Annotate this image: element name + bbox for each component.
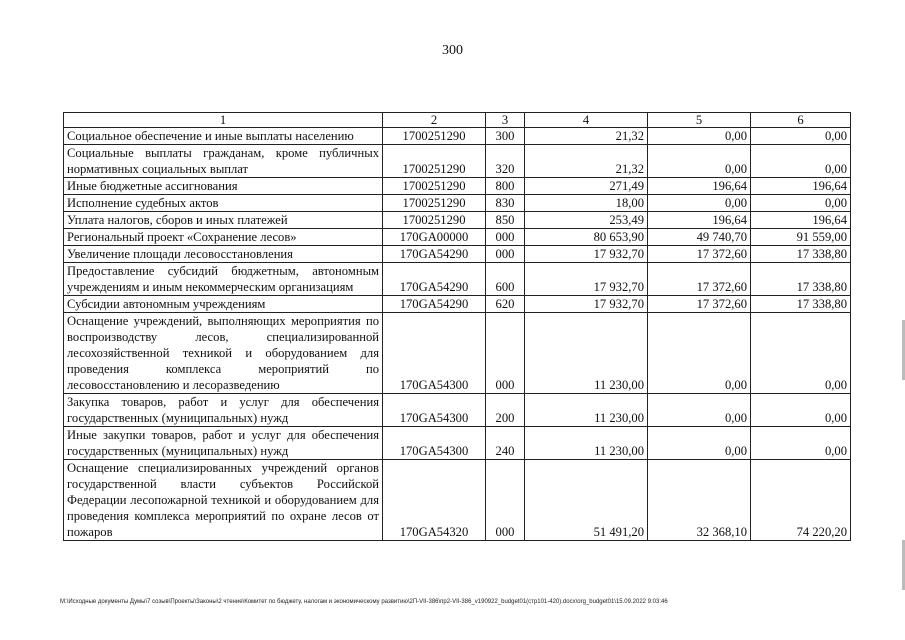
row-value-1-cell: 17 932,70 [525,263,648,296]
row-name-cell: Иные закупки товаров, работ и услуг для обеспечения государственных (муниципальных) нужд [64,427,383,460]
column-header-4: 4 [525,113,648,128]
row-value-3-cell: 0,00 [751,195,851,212]
row-code-cell: 170GA54300 [383,394,486,427]
row-value-2-cell: 0,00 [648,195,751,212]
row-type-cell: 800 [486,178,525,195]
row-name-cell: Исполнение судебных актов [64,195,383,212]
row-type-cell: 620 [486,296,525,313]
row-value-2-cell: 0,00 [648,427,751,460]
row-value-1-cell: 80 653,90 [525,229,648,246]
row-value-1-cell: 253,49 [525,212,648,229]
table-row [64,178,851,195]
row-type-cell: 850 [486,212,525,229]
footer-file-path: M:\Исходные документы Думы\7 созыв\Проекты\Законы\2 чтение\Комитет по бюджету, налогам и экономическому развитию\2П-VII-386\пр2-VII-386_v190922_budget01(стр101-420).docx\org_budget01\15.09.2022 9:03:46 [60,599,668,605]
row-name-cell: Закупка товаров, работ и услуг для обеспечения государственных (муниципальных) нужд [64,394,383,427]
row-value-1-cell: 21,32 [525,128,648,145]
column-header-3: 3 [486,113,525,128]
row-code-cell: 170GA54300 [383,427,486,460]
row-code-cell: 170GA54290 [383,263,486,296]
table-row [64,263,851,296]
row-value-3-cell: 0,00 [751,128,851,145]
row-type-cell: 830 [486,195,525,212]
row-value-2-cell: 0,00 [648,313,751,394]
table-row [64,394,851,427]
row-value-2-cell: 17 372,60 [648,296,751,313]
table-row [64,229,851,246]
row-value-1-cell: 17 932,70 [525,296,648,313]
row-name-cell: Иные бюджетные ассигнования [64,178,383,195]
row-name-cell: Субсидии автономным учреждениям [64,296,383,313]
row-code-cell: 1700251290 [383,195,486,212]
table-header-row [64,113,851,128]
row-code-cell: 170GA54300 [383,313,486,394]
row-name-cell: Предоставление субсидий бюджетным, автономным учреждениям и иным некоммерческим организациям [64,263,383,296]
row-type-cell: 320 [486,145,525,178]
table-row [64,212,851,229]
table-row [64,145,851,178]
row-code-cell: 1700251290 [383,128,486,145]
row-name-cell: Оснащение учреждений, выполняющих мероприятия по воспроизводству лесов, специализированной лесохозяйственной техникой и оборудованием для проведения комплекса мероприятий по лесовосстановлению и лесоразведению [64,313,383,394]
column-header-2: 2 [383,113,486,128]
row-value-1-cell: 11 230,00 [525,313,648,394]
row-type-cell: 300 [486,128,525,145]
row-type-cell: 000 [486,313,525,394]
row-value-2-cell: 0,00 [648,145,751,178]
table-row [64,460,851,541]
table-row [64,195,851,212]
row-name-cell: Увеличение площади лесовосстановления [64,246,383,263]
row-code-cell: 170GA00000 [383,229,486,246]
row-value-3-cell: 0,00 [751,313,851,394]
row-code-cell: 1700251290 [383,178,486,195]
row-type-cell: 200 [486,394,525,427]
row-value-1-cell: 18,00 [525,195,648,212]
row-name-cell: Региональный проект «Сохранение лесов» [64,229,383,246]
row-value-3-cell: 91 559,00 [751,229,851,246]
row-value-3-cell: 0,00 [751,394,851,427]
row-code-cell: 1700251290 [383,145,486,178]
row-value-1-cell: 11 230,00 [525,394,648,427]
table-row [64,246,851,263]
row-type-cell: 000 [486,460,525,541]
column-header-1: 1 [64,113,383,128]
row-value-1-cell: 51 491,20 [525,460,648,541]
row-value-2-cell: 196,64 [648,178,751,195]
row-type-cell: 000 [486,246,525,263]
row-name-cell: Социальное обеспечение и иные выплаты населению [64,128,383,145]
row-value-2-cell: 17 372,60 [648,263,751,296]
table-row [64,128,851,145]
row-value-1-cell: 11 230,00 [525,427,648,460]
table-row [64,427,851,460]
table-row [64,313,851,394]
row-code-cell: 170GA54320 [383,460,486,541]
row-value-1-cell: 21,32 [525,145,648,178]
row-value-1-cell: 17 932,70 [525,246,648,263]
row-value-3-cell: 0,00 [751,145,851,178]
page-number: 300 [442,43,463,58]
row-value-1-cell: 271,49 [525,178,648,195]
row-name-cell: Оснащение специализированных учреждений органов государственной власти субъектов Российской Федерации лесопожарной техникой и оборудованием для проведения комплекса мероприятий по охране лесов от пожаров [64,460,383,541]
row-value-3-cell: 74 220,20 [751,460,851,541]
row-type-cell: 240 [486,427,525,460]
row-value-2-cell: 0,00 [648,128,751,145]
row-value-3-cell: 196,64 [751,178,851,195]
row-value-2-cell: 0,00 [648,394,751,427]
row-value-3-cell: 17 338,80 [751,263,851,296]
row-value-3-cell: 17 338,80 [751,246,851,263]
row-code-cell: 1700251290 [383,212,486,229]
row-name-cell: Социальные выплаты гражданам, кроме публичных нормативных социальных выплат [64,145,383,178]
column-header-6: 6 [751,113,851,128]
row-type-cell: 000 [486,229,525,246]
column-header-5: 5 [648,113,751,128]
row-value-3-cell: 17 338,80 [751,296,851,313]
row-value-2-cell: 196,64 [648,212,751,229]
budget-table [63,112,851,541]
row-name-cell: Уплата налогов, сборов и иных платежей [64,212,383,229]
row-value-3-cell: 0,00 [751,427,851,460]
row-code-cell: 170GA54290 [383,296,486,313]
row-type-cell: 600 [486,263,525,296]
row-value-2-cell: 32 368,10 [648,460,751,541]
row-value-2-cell: 49 740,70 [648,229,751,246]
row-value-2-cell: 17 372,60 [648,246,751,263]
budget-table-body [64,113,851,541]
table-row [64,296,851,313]
row-value-3-cell: 196,64 [751,212,851,229]
row-code-cell: 170GA54290 [383,246,486,263]
